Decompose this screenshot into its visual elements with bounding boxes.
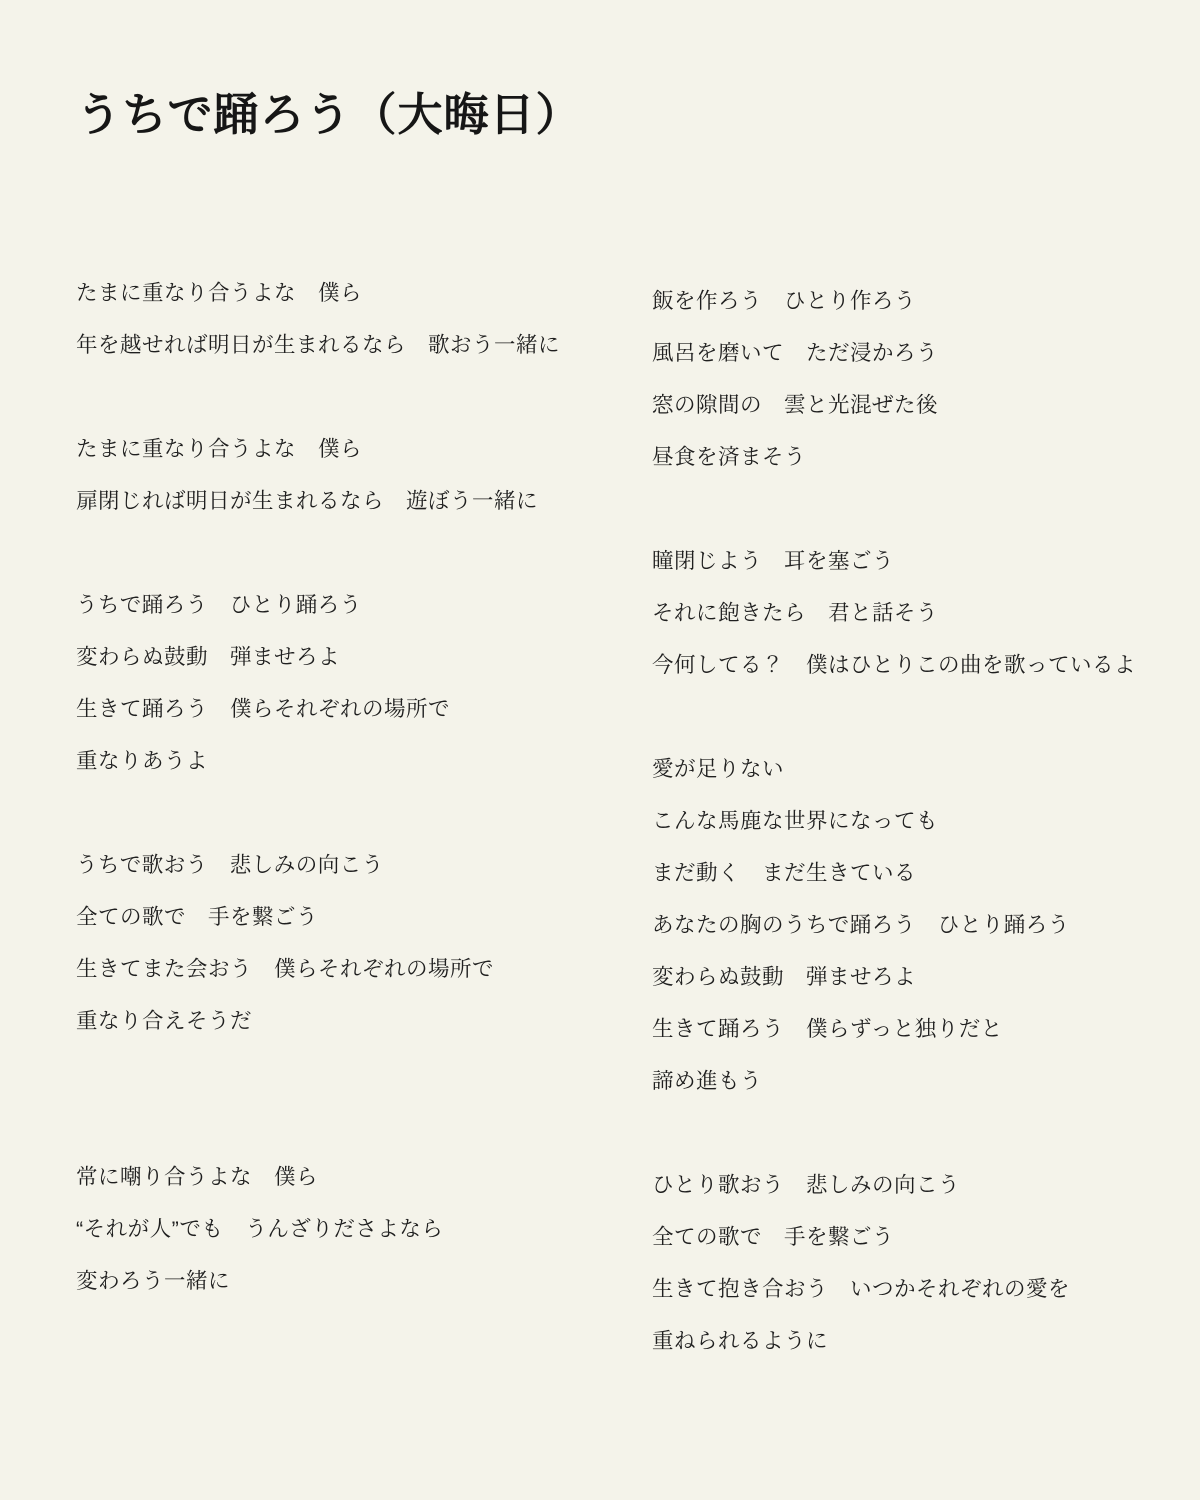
lyrics-columns xyxy=(76,267,1160,1419)
lyric-line: 生きて踊ろう 僕らずっと独りだと xyxy=(652,1016,1003,1041)
lyric-line: 諦め進もう xyxy=(652,1068,763,1093)
page-title: うちで踊ろう（大晦日） xyxy=(76,89,582,140)
lyric-stanza xyxy=(652,535,1160,691)
lyric-line: 愛が足りない xyxy=(652,756,785,781)
lyric-line: 生きて踊ろう 僕らそれぞれの場所で xyxy=(76,696,451,721)
lyric-line: 今何してる？ 僕はひとりこの曲を歌っているよ xyxy=(652,652,1137,677)
lyric-line: 重なり合えそうだ xyxy=(76,1008,253,1033)
lyric-line: 変わろう一緒に xyxy=(76,1268,231,1293)
lyrics-column-left xyxy=(76,267,652,1359)
lyric-stanza xyxy=(76,423,652,527)
lyric-line: 全ての歌で 手を繋ごう xyxy=(652,1224,895,1249)
lyric-line: 変わらぬ鼓動 弾ませろよ xyxy=(76,644,341,669)
lyric-line: 年を越せれば明日が生まれるなら 歌おう一緒に xyxy=(76,332,561,357)
lyrics-column-right xyxy=(652,267,1160,1419)
lyric-stanza xyxy=(652,275,1160,483)
lyric-stanza xyxy=(652,743,1160,1107)
lyric-line: こんな馬鹿な世界になっても xyxy=(652,808,939,833)
lyric-line: 飯を作ろう ひとり作ろう xyxy=(652,288,917,313)
lyric-line: “それが人”でも うんざりださよなら xyxy=(76,1216,444,1241)
lyric-line: 重なりあうよ xyxy=(76,748,209,773)
lyric-line: 生きてまた会おう 僕らそれぞれの場所で xyxy=(76,956,495,981)
lyric-line: 重ねられるように xyxy=(652,1328,829,1353)
lyric-line: 昼食を済まそう xyxy=(652,444,807,469)
lyric-line: 窓の隙間の 雲と光混ぜた後 xyxy=(652,392,939,417)
lyric-stanza xyxy=(652,1159,1160,1367)
lyric-stanza xyxy=(76,1151,652,1307)
lyric-line: たまに重なり合うよな 僕ら xyxy=(76,280,363,305)
lyric-stanza xyxy=(76,267,652,371)
lyric-line: 常に嘲り合うよな 僕ら xyxy=(76,1164,319,1189)
lyric-line: あなたの胸のうちで踊ろう ひとり踊ろう xyxy=(652,912,1070,937)
lyric-line: うちで踊ろう ひとり踊ろう xyxy=(76,592,362,617)
lyric-line: 瞳閉じよう 耳を塞ごう xyxy=(652,548,895,573)
lyric-line: 扉閉じれば明日が生まれるなら 遊ぼう一緒に xyxy=(76,488,539,513)
lyric-line: 全ての歌で 手を繋ごう xyxy=(76,904,319,929)
lyric-stanza xyxy=(76,839,652,1047)
lyric-line: それに飽きたら 君と話そう xyxy=(652,600,939,625)
lyric-line: たまに重なり合うよな 僕ら xyxy=(76,436,363,461)
lyric-line: うちで歌おう 悲しみの向こう xyxy=(76,852,384,877)
lyric-line: 変わらぬ鼓動 弾ませろよ xyxy=(652,964,917,989)
lyric-line: まだ動く まだ生きている xyxy=(652,860,917,885)
lyric-line: 風呂を磨いて ただ浸かろう xyxy=(652,340,939,365)
lyric-line: ひとり歌おう 悲しみの向こう xyxy=(652,1172,961,1197)
lyric-line: 生きて抱き合おう いつかそれぞれの愛を xyxy=(652,1276,1071,1301)
lyric-stanza xyxy=(76,579,652,787)
